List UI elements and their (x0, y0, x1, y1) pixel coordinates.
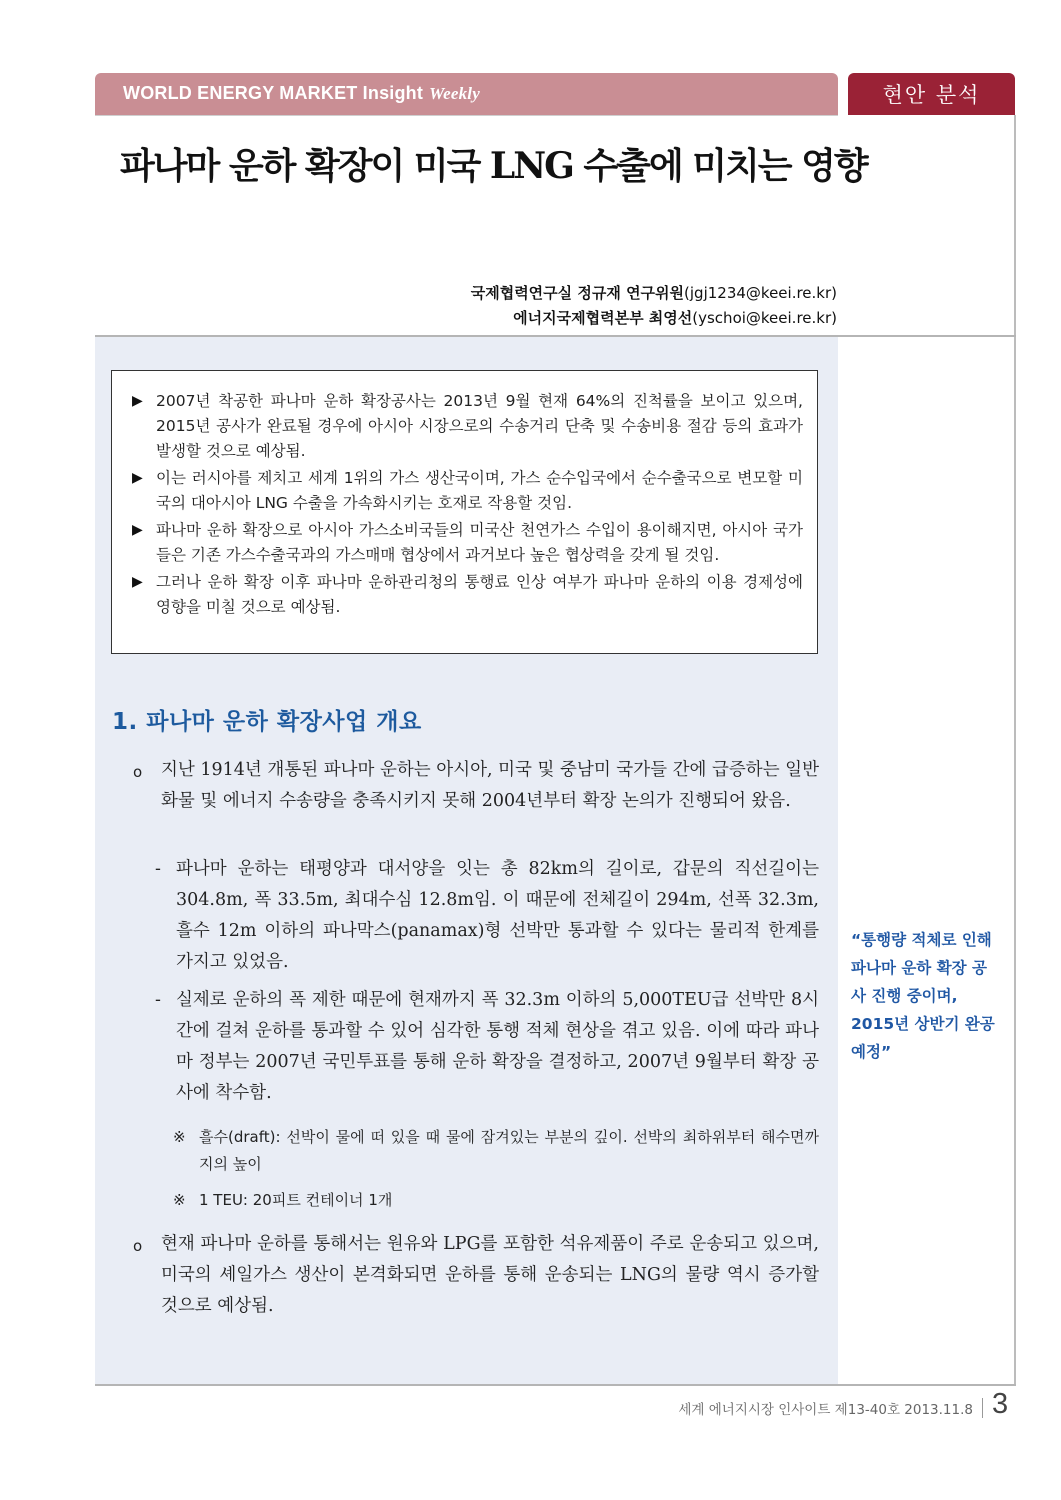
summary-box (111, 370, 818, 654)
triangle-bullet-icon: ▶ (132, 522, 143, 538)
summary-text: 이는 러시아를 제치고 세계 1위의 가스 생산국이며, 가스 순수입국에서 순수출국으로 변모할 미국의 대아시아 LNG 수출을 가속화시키는 호재로 작용할 것임. (156, 469, 803, 512)
footer-publication: 세계 에너지시장 인사이트 제13-40호 2013.11.8 (678, 1402, 973, 1418)
author-2-name: 에너지국제협력본부 최영선 (513, 309, 693, 327)
paragraph-text: 현재 파나마 운하를 통해서는 원유와 LPG를 포함한 석유제품이 주로 운송되고 있으며, 미국의 셰일가스 생산이 본격화되면 운하를 통해 운송되는 LNG의 물량 역시 증가할 것으로 예상됨. (161, 1234, 819, 1316)
triangle-bullet-icon: ▶ (132, 393, 143, 409)
summary-text: 파나마 운하 확장으로 아시아 가스소비국들의 미국산 천연가스 수입이 용이해지면, 아시아 국가들은 기존 가스수출국과의 가스매매 협상에서 과거보다 높은 협상력을 갖게 될 것임. (156, 521, 803, 564)
summary-text: 그러나 운하 확장 이후 파나마 운하관리청의 통행료 인상 여부가 파나마 운하의 이용 경제성에 영향을 미칠 것으로 예상됨. (156, 573, 803, 616)
circle-bullet-icon: o (133, 1237, 143, 1255)
author-2 (471, 306, 837, 331)
summary-item (132, 518, 803, 568)
section-tab: 현안 분석 (848, 73, 1015, 115)
reference-mark-icon: ※ (173, 1191, 186, 1209)
dash-bullet-icon: - (155, 859, 161, 879)
circle-bullet-icon: o (133, 763, 143, 781)
footnote-text: 1 TEU: 20피트 컨테이너 1개 (199, 1191, 393, 1209)
footer-divider (95, 1384, 1016, 1386)
brand-title: WORLD ENERGY MARKET Insight Weekly (123, 83, 480, 103)
sidebar-quote: “통행량 적체로 인해 파나마 운하 확장 공사 진행 중이며, 2015년 상반기 완공 예정” (851, 931, 995, 1061)
dash-bullet-icon: - (155, 990, 161, 1010)
author-2-email: (yschoi@keei.re.kr) (692, 309, 837, 327)
footnote-text: 흘수(draft): 선박이 물에 떠 있을 때 물에 잠겨있는 부분의 깊이. 선박의 최하위부터 해수면까지의 높이 (199, 1128, 819, 1173)
footnote (173, 1124, 819, 1178)
summary-item (132, 466, 803, 516)
header-divider (95, 115, 838, 116)
paragraph-text: 파나마 운하는 태평양과 대서양을 잇는 총 82km의 길이로, 갑문의 직선길이는 304.8m, 폭 33.5m, 최대수심 12.8m임. 이 때문에 전체길이 294m, 선폭 32.3m, 흘수 12m 이하의 파나막스(panamax)형 선박만 통과할 수 있다는 물리적 한계를 가지고 있었음. (176, 859, 819, 972)
author-1-name: 국제협력연구실 정규재 연구위원 (470, 284, 685, 302)
article-title: 파나마 운하 확장이 미국 LNG 수출에 미치는 영향 (120, 145, 867, 187)
summary-item (132, 570, 803, 620)
footnote (173, 1187, 819, 1214)
triangle-bullet-icon: ▶ (132, 470, 143, 486)
paragraph-dash (155, 985, 819, 1109)
paragraph-text: 지난 1914년 개통된 파나마 운하는 아시아, 미국 및 중남미 국가들 간에 급증하는 일반 화물 및 에너지 수송량을 충족시키지 못해 2004년부터 확장 논의가 진행되어 왔음. (161, 760, 819, 811)
author-1 (471, 281, 837, 306)
author-list (471, 281, 837, 331)
footer-separator (982, 1398, 983, 1418)
triangle-bullet-icon: ▶ (132, 574, 143, 590)
section-heading: 1. 파나마 운하 확장사업 개요 (112, 709, 422, 735)
paragraph-dash (155, 854, 819, 978)
summary-text: 2007년 착공한 파나마 운하 확장공사는 2013년 9월 현재 64%의 진척률을 보이고 있으며, 2015년 공사가 완료될 경우에 아시아 시장으로의 수송거리 단축 및 수송비용 절감 등의 효과가 발생할 것으로 예상됨. (156, 392, 803, 460)
paragraph-circle (133, 755, 819, 817)
brand-weekly: Weekly (429, 84, 480, 103)
paragraph-circle (133, 1229, 819, 1322)
paragraph-text: 실제로 운하의 폭 제한 때문에 현재까지 폭 32.3m 이하의 5,000TEU급 선박만 8시간에 걸쳐 운하를 통과할 수 있어 심각한 통행 적체 현상을 겪고 있음. 이에 따라 파나마 정부는 2007년 국민투표를 통해 운하 확장을 결정하고, 2007년 9월부터 확장 공사에 착수함. (176, 990, 819, 1103)
author-1-email: (jgj1234@keei.re.kr) (684, 284, 837, 302)
header-bar (95, 73, 838, 115)
summary-item (132, 389, 803, 464)
page-number: 3 (992, 1388, 1009, 1420)
reference-mark-icon: ※ (173, 1128, 186, 1146)
right-border (1014, 115, 1016, 1385)
